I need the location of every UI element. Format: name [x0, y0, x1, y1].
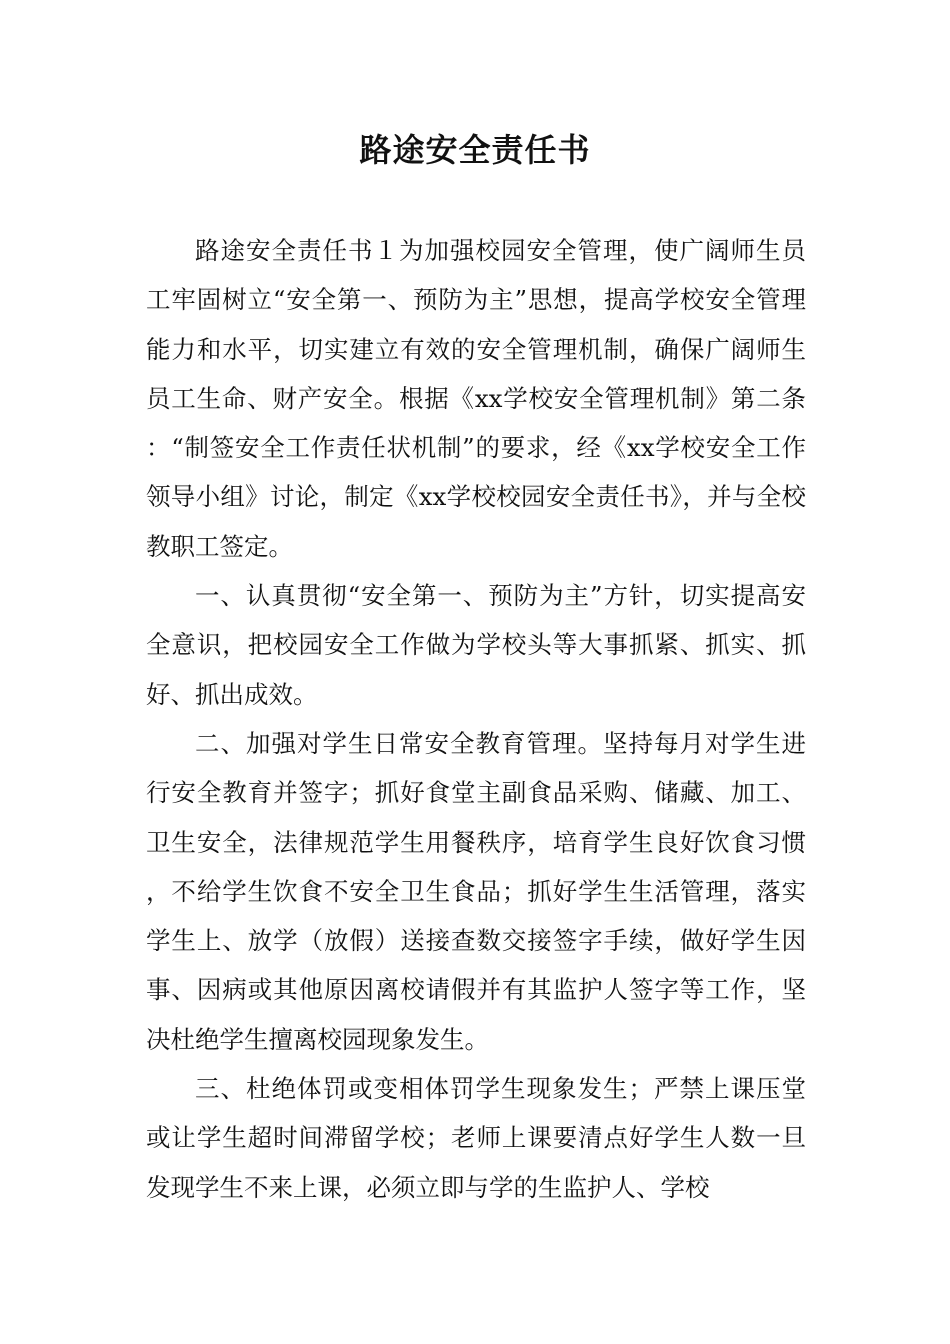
document-body [146, 226, 806, 1212]
paragraph-item-3: 三、杜绝体罚或变相体罚学生现象发生；严禁上课压堂或让学生超时间滞留学校；老师上课要清点好学生人数一旦发现学生不来上课，必须立即与学的生监护人、学校 [146, 1074, 806, 1202]
paragraph-intro: 路途安全责任书１为加强校园安全管理，使广阔师生员工牢固树立“安全第一、预防为主”思想，提高学校安全管理能力和水平，切实建立有效的安全管理机制，确保广阔师生员工生命、财产安全。根据《xx学校安全管理机制》第二条：“制签安全工作责任状机制”的要求，经《xx学校安全工作领导小组》讨论，制定《xx学校校园安全责任书》，并与全校教职工签定。 [146, 236, 806, 561]
document-title: 路途安全责任书 [359, 131, 591, 169]
paragraph-item-2: 二、加强对学生日常安全教育管理。坚持每月对学生进行安全教育并签字；抓好食堂主副食品采购、储藏、加工、卫生安全，法律规范学生用餐秩序，培育学生良好饮食习惯，不给学生饮食不安全卫生食品；抓好学生生活管理，落实学生上、放学（放假）送接查数交接签字手续，做好学生因事、因病或其他原因离校请假并有其监护人签字等工作，坚决杜绝学生擅离校园现象发生。 [146, 728, 806, 1054]
paragraph-item-1: 一、认真贯彻“安全第一、预防为主”方针，切实提高安全意识，把校园安全工作做为学校头等大事抓紧、抓实、抓好、抓出成效。 [146, 581, 806, 709]
